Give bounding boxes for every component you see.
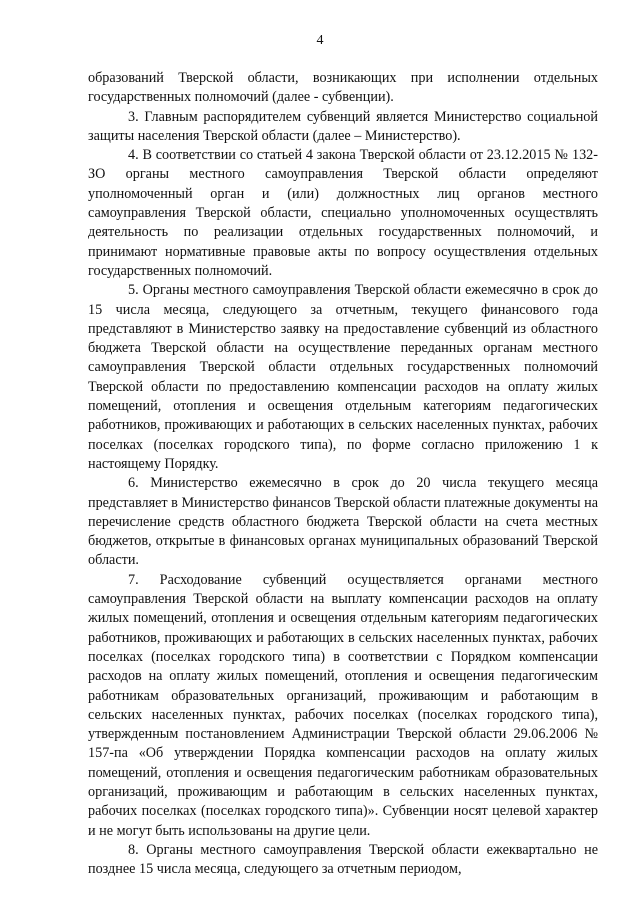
paragraph: образований Тверской области, возникающих при исполнении отдельных государственных полномочий (далее - субвенции). xyxy=(88,70,598,106)
paragraph: 4. В соответствии со статьей 4 закона Тверской области от 23.12.2015 № 132-ЗО органы местного самоуправления Тверской области определяют уполномоченный орган и (или) должностных лиц органов местного самоуправления Тверской области, специально уполномоченных осуществлять деятельность по реализации отдельных государственных полномочий, и принимают нормативные правовые акты по вопросу осуществления отдельных государственных полномочий. xyxy=(88,147,598,279)
paragraph: 5. Органы местного самоуправления Тверской области ежемесячно в срок до 15 числа месяца, следующего за отчетным, текущего финансового года представляют в Министерство заявку на предоставление субвенций из областного бюджета Тверской области на осуществление переданных органам местного самоуправления Тверской области отдельных государственных полномочий Тверской области по предоставлению компенсации расходов на оплату жилых помещений, отопления и освещения отдельным категориям педагогических работников, проживающих и работающих в сельских населенных пунктах, рабочих поселках (поселках городского типа), по форме согласно приложению 1 к настоящему Порядку. xyxy=(88,282,598,472)
paragraph: 7. Расходование субвенций осуществляется органами местного самоуправления Тверской области на выплату компенсации расходов на оплату жилых помещений, отопления и освещения отдельным категориям педагогических работников, проживающих и работающих в сельских населенных пунктах, рабочих поселках (поселках городского типа) в соответствии с Порядком компенсации расходов на оплату жилых помещений, отопления и освещения педагогическим работникам образовательных организаций, проживающим и работающим в сельских населенных пунктах, рабочих поселках (поселках городского типа), утвержденным постановлением Администрации Тверской области 29.06.2006 № 157-па «Об утверждении Порядка компенсации расходов на оплату жилых помещений, отопления и освещения педагогическим работникам образовательных организаций, проживающим и работающим в сельских населенных пунктах, рабочих поселках (поселках городского типа)». Субвенции носят целевой характер и не могут быть использованы на другие цели. xyxy=(88,571,598,839)
paragraph: 6. Министерство ежемесячно в срок до 20 числа текущего месяца представляет в Министерство финансов Тверской области платежные документы на перечисление средств областного бюджета Тверской области на счета местных бюджетов, открытые в финансовых органах муниципальных образований Тверской области. xyxy=(88,475,598,569)
paragraph: 3. Главным распорядителем субвенций является Министерство социальной защиты населения Тверской области (далее – Министерство). xyxy=(88,108,598,144)
document-body xyxy=(88,69,598,879)
paragraph: 8. Органы местного самоуправления Тверской области ежеквартально не позднее 15 числа месяца, следующего за отчетным периодом, xyxy=(88,841,598,878)
page-number: 4 xyxy=(316,33,324,48)
